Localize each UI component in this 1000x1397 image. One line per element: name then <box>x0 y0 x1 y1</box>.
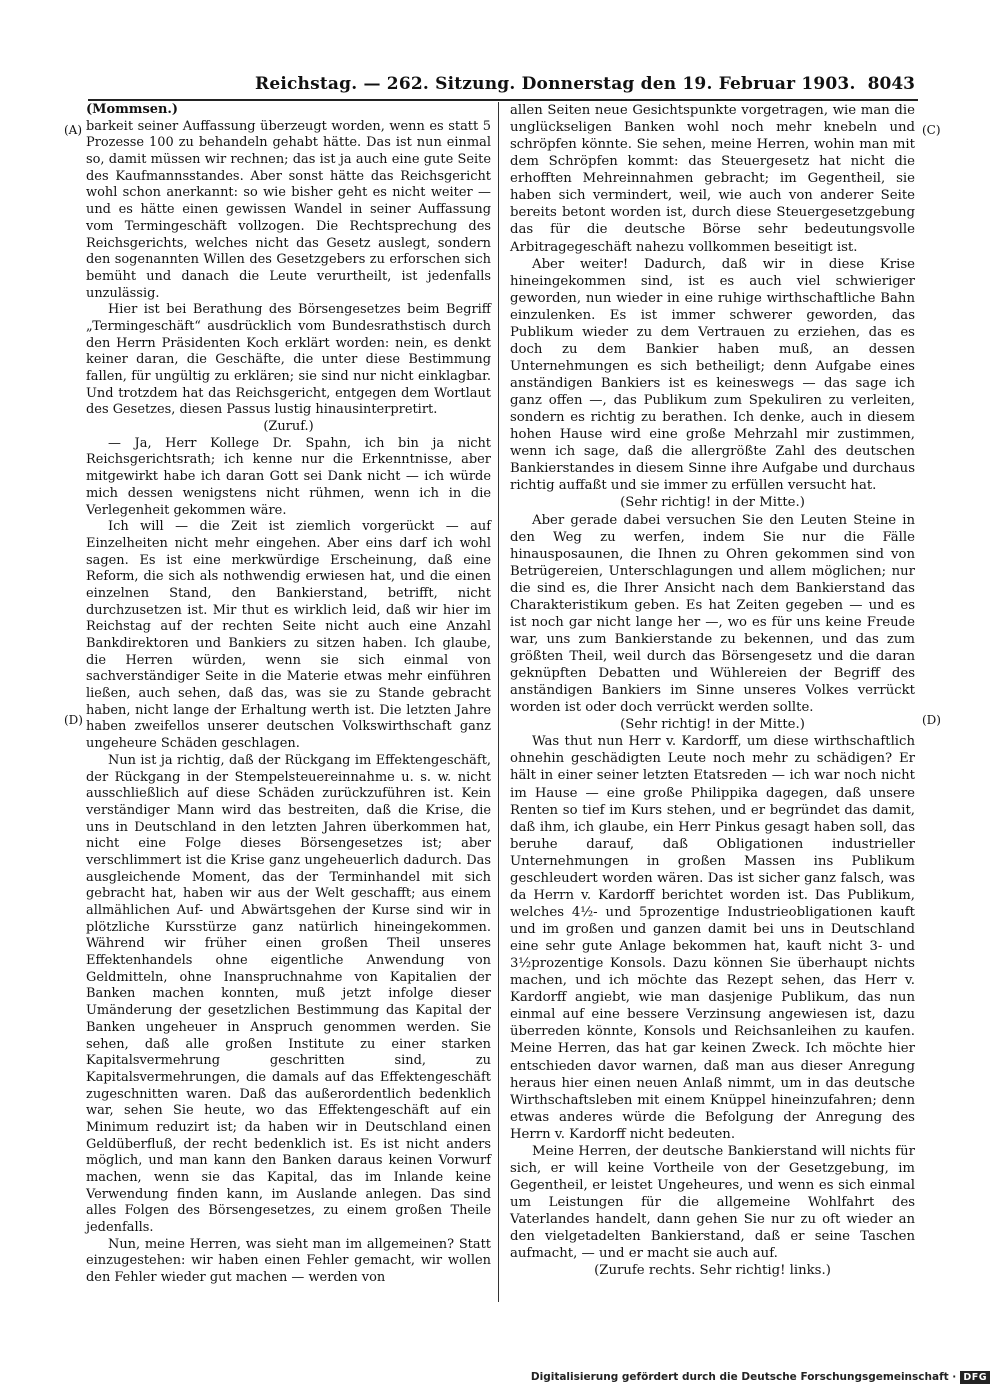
paragraph: barkeit seiner Auffassung überzeugt worden, wenn es statt 5 Prozesse 100 zu behandeln gehabt hätte. Das ist nun einmal so, damit müssen wir rechnen; das ist ja auch eine gute Seite des Kaufmannsstandes. Aber sonst hätte das Reichsgericht wohl schon anerkannt: so wie bisher geht es nicht weiter — und es hätte einen gewissen Wandel in seiner Auffassung vom Termingeschäft vollzogen. Die Rechtsprechung des Reichsgerichts, welches nicht das Gesetz auslegt, sondern den sogenannten Willen des Gesetzgebers zu erforschen sich bemüht und danach die Leute verurtheilt, ist jedenfalls unzulässig. <box>86 118 491 301</box>
running-header <box>90 74 915 102</box>
column-divider <box>498 102 499 1302</box>
margin-marker-d-left: (D) <box>64 713 83 727</box>
margin-marker-a: (A) <box>64 123 83 137</box>
right-column <box>510 102 915 1279</box>
page-number: 8043 <box>867 74 915 94</box>
paragraph: allen Seiten neue Gesichtspunkte vorgetragen, wie man die unglückseligen Banken wohl noch mehr knebeln und schröpfen könnte. Sie sehen, meine Herren, wohin man mit dem Schröpfen kommt: das Steuergesetz hat nicht die erhofften Mehreinnahmen gebracht; im Gegentheil, sie haben sich vermindert, weil, wie auch von anderer Seite bereits betont worden ist, durch diese Steuergesetzgebung das für die deutsche Börse sehr bedeutungsvolle Arbitragegeschäft nahezu vollkommen beseitigt ist. <box>510 103 915 255</box>
interjection: (Sehr richtig! in der Mitte.) <box>620 717 805 733</box>
paragraph: Meine Herren, der deutsche Bankierstand will nichts für sich, er will keine Vortheile von der Gesetzgebung, im Gegentheil, er leistet Ungeheures, und wenn es sich einmal um Leistungen für die allgemeine Wohlfahrt des Vaterlandes handelt, dann gehen Sie nur zu oft wieder an den vielgetadelten Bankierstand, daß er seine Taschen aufmacht, — und er macht sie auch auf. <box>510 1143 915 1262</box>
interjection: (Zuruf.) <box>263 419 314 435</box>
header-rule <box>88 99 918 101</box>
paragraph: Was thut nun Herr v. Kardorff, um diese wirthschaftlich ohnehin geschädigten Leute noch mehr zu schädigen? Er hält in einer seiner letzten Etatsreden — ich war noch nicht im Hause — eine große Philippika dagegen, daß unsere Renten so tief im Kurs stehen, und er begründet das damit, daß ihm, ich glaube, ein Herr Pinkus gesagt haben soll, das beruhe darauf, daß Obligationen industrieller Unternehmungen in großen Massen ins Publikum geschleudert worden wären. Das ist sicher ganz falsch, was da Herrn v. Kardorff berichtet worden ist. Das Publikum, welches 4½- und 5prozentige Industrieobligationen kauft und im großen und ganzen damit bei uns in Deutschland eine sehr gute Anlage bekommen hat, kauft nicht 3- und 3½prozentige Konsols. Dazu können Sie überhaupt nichts machen, und ich möchte das Rezept sehen, das Herr v. Kardorff angiebt, wie man dasjenige Publikum, das nun einmal auf eine bessere Verzinsung angewiesen ist, dazu überreden könnte, Konsols und Reichsanleihen zu kaufen. Meine Herren, das hat gar keinen Zweck. Ich möchte hier entschieden davor warnen, daß man aus dieser Anregung heraus hier einen neuen Anlaß nimmt, um in das deutsche Wirthschaftsleben mit einem Knüppel hineinzufahren; denn etwas anderes würde die Befolgung der Anregung des Herrn v. Kardorff nicht bedeuten. <box>510 734 915 1142</box>
interjection: (Sehr richtig! in der Mitte.) <box>620 495 805 511</box>
speaker-name: (Mommsen.) <box>86 102 178 117</box>
margin-marker-d-right: (D) <box>922 713 941 727</box>
header-title: Reichstag. — 262. Sitzung. Donnerstag den 19. Februar 1903. <box>255 74 856 94</box>
digitization-footer <box>531 1367 990 1387</box>
footer-text: Digitalisierung gefördert durch die Deutsche Forschungsgemeinschaft · <box>530 1371 957 1383</box>
paragraph: — Ja, Herr Kollege Dr. Spahn, ich bin ja nicht Reichsgerichtsrath; ich kenne nur die Erkenntnisse, aber mitgewirkt habe ich daran Gott sei Dank nicht — ich würde mich dessen wenigstens nicht rühmen, wenn ich in die Verlegenheit gekommen wäre. <box>86 435 491 518</box>
dfg-logo: DFG <box>960 1371 990 1384</box>
paragraph: Nun ist ja richtig, daß der Rückgang im Effektengeschäft, der Rückgang in der Stempelsteuereinnahme u. s. w. nicht ausschließlich auf diese Schäden zurückzuführen ist. Kein verständiger Mann wird das bestreiten, daß die Krise, die uns in Deutschland in den letzten Jahren überkommen hat, nicht eine Folge dieses Börsengesetzes ist; aber verschlimmert ist die Krise ganz ungeheuerlich dadurch. Das ausgleichende Moment, das der Terminhandel mit sich gebracht hat, haben wir aus der Welt geschafft; aus einem allmählichen Auf- und Abwärtsgehen der Kurse sind wir in plötzliche Kursstürze ganz natürlich hineingekommen. Während wir früher einen großen Theil unseres Effektenhandels ohne eigentliche Anwendung von Geldmitteln, ohne Inanspruchnahme von Kapitalien der Banken machen konnten, muß jetzt infolge dieser Umänderung der gesetzlichen Bestimmung das Kapital der Banken ungeheuer in Anspruch genommen werden. Sie sehen, daß alle großen Institute zu einer starken Kapitalsvermehrung geschritten sind, zu Kapitalsvermehrungen, die damals auf das Effektengeschäft zugeschnitten waren. Daß das außerordentlich bedenklich war, sehen Sie heute, wo das Effektengeschäft auf ein Minimum reduzirt ist; da haben wir in Deutschland einen Geldüberfluß, der recht bedenklich ist. Es ist nicht anders möglich, und man kann den Banken daraus keinen Vorwurf machen, wenn sie das Kapital, das im Inlande keine Verwendung finden kann, im Auslande anlegen. Das sind alles Folgen des Börsengesetzes, zu einem großen Theile jedenfalls. <box>86 752 491 1236</box>
paragraph: Hier ist bei Berathung des Börsengesetzes beim Begriff „Termingeschäft“ ausdrücklich vom Bundesrathstisch durch den Herrn Präsidenten Koch erklärt worden: nein, es denkt keiner daran, die Geschäfte, die unter diese Bestimmung fallen, für ungültig zu erklären; sie sind nur nicht einklagbar. Und trotzdem hat das Reichsgericht, entgegen dem Wortlaut des Gesetzes, diesen Passus lustig hinausinterpretirt. <box>86 302 491 418</box>
paragraph: Aber gerade dabei versuchen Sie den Leuten Steine in den Weg zu werfen, indem Sie nur die Fälle hinausposaunen, die Ihnen zu Ohren gekommen sind von Betrügereien, Unterschlagungen und allem möglichen; nur die sind es, die Ihrer Ansicht nach dem Bankierstand das Charakteristikum geben. Es hat Zeiten gegeben — und es ist noch gar nicht lange her —, wo es für uns keine Freude war, uns zum Bankierstande zu bekennen, und das zum größten Theil, weil durch das Börsengesetz und die daran geknüpften Debatten und Wühlereien der Begriff des anständigen Bankiers im Sinne unseres Volkes verrückt worden ist oder doch verrückt werden sollte. <box>510 512 915 716</box>
margin-marker-c: (C) <box>922 123 941 137</box>
left-column <box>86 102 491 1287</box>
paragraph: Aber weiter! Dadurch, daß wir in diese Krise hineingekommen sind, ist es auch viel schwieriger geworden, nun wieder in eine ruhige wirthschaftliche Bahn einzulenken. Es ist immer schwerer geworden, das Publikum wieder zu dem Vertrauen zu erziehen, das es doch zu dem Bankier haben muß, an dessen Unternehmungen es sich betheiligt; denn Aufgabe eines anständigen Bankiers ist es keineswegs — das sage ich ganz offen —, das Publikum zum Spekuliren zu verleiten, sondern es richtig zu berathen. Ich denke, auch in diesem hohen Hause wird eine große Mehrzahl mir zustimmen, wenn ich sage, daß die allergrößte Zahl des deutschen Bankierstandes in diesem Sinne ihre Aufgabe und durchaus richtig auffaßt und sie immer zu erfüllen versucht hat. <box>510 256 915 494</box>
interjection: (Zurufe rechts. Sehr richtig! links.) <box>594 1263 831 1279</box>
paragraph: Ich will — die Zeit ist ziemlich vorgerückt — auf Einzelheiten nicht mehr eingehen. Aber eins darf ich wohl sagen. Es ist eine merkwürdige Erscheinung, daß eine Reform, die sich als nothwendig erwiesen hat, und die einen einzelnen Stand, den Bankierstand, betrifft, nicht durchzusetzen ist. Mir thut es wirklich leid, daß wir hier im Reichstag auf der rechten Seite nicht auch eine Anzahl Bankdirektoren und Bankiers zu sitzen haben. Ich glaube, die Herren würden, wenn sie sich einmal von sachverständiger Seite in die Materie etwas mehr einführen ließen, auch sehen, daß das, was sie zu Stande gebracht haben, nicht lange der Erhaltung werth ist. Die letzten Jahre haben zweifellos unserer deutschen Volkswirthschaft ganz ungeheure Schäden geschlagen. <box>86 519 491 752</box>
paragraph: Nun, meine Herren, was sieht man im allgemeinen? Statt einzugestehen: wir haben einen Fehler gemacht, wir wollen den Fehler wieder gut machen — werden von <box>86 1236 491 1286</box>
